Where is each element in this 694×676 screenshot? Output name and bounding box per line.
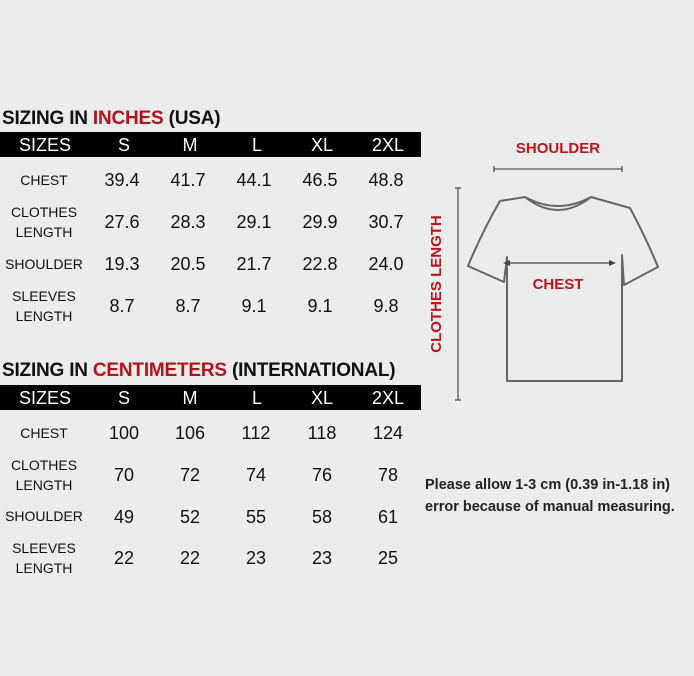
size-header-2xl: 2XL [371, 388, 405, 408]
measurement-note [425, 474, 675, 518]
inches-table-header [0, 132, 421, 157]
row-label-clothes-length [0, 455, 88, 495]
sizes-header-label: SIZES [18, 135, 72, 155]
cm-shoulder-s: 49 [113, 507, 135, 527]
cm-length-xl: 76 [311, 465, 333, 485]
size-header-s: S [117, 388, 131, 408]
size-header-xl: XL [310, 388, 334, 408]
row-label-line: CLOTHES [10, 457, 78, 473]
cm-sleeves-2xl: 25 [377, 548, 399, 568]
title-unit: INCHES [92, 108, 164, 129]
cm-length-m: 72 [179, 465, 201, 485]
inches-length-2xl: 30.7 [368, 212, 404, 232]
inches-chest-m: 41.7 [170, 170, 206, 190]
row-label-shoulder: SHOULDER [5, 508, 83, 524]
inches-chest-s: 39.4 [104, 170, 140, 190]
inches-shoulder-m: 20.5 [170, 254, 206, 274]
cm-chest-l: 112 [241, 423, 271, 443]
title-prefix: SIZING IN [2, 360, 93, 381]
title-suffix: (USA) [163, 108, 221, 129]
shoulder-label: SHOULDER [515, 140, 601, 157]
size-header-l: L [251, 388, 263, 408]
note-line-1: Please allow 1-3 cm (0.39 in-1.18 in) [425, 477, 670, 493]
size-header-s: S [117, 135, 131, 155]
inches-sleeves-m: 8.7 [175, 296, 201, 316]
inches-sleeves-l: 9.1 [241, 296, 267, 316]
size-header-m: M [182, 388, 198, 408]
note-line-2: error because of manual measuring. [425, 499, 675, 515]
title-suffix: (INTERNATIONAL) [226, 360, 396, 381]
cm-sleeves-s: 22 [113, 548, 135, 568]
inches-sleeves-2xl: 9.8 [373, 296, 399, 316]
row-label-line: LENGTH [15, 224, 73, 240]
row-label-sleeves-length [0, 538, 88, 578]
cm-length-2xl: 78 [377, 465, 399, 485]
inches-length-xl: 29.9 [302, 212, 338, 232]
inches-shoulder-xl: 22.8 [302, 254, 338, 274]
cm-shoulder-l: 55 [245, 507, 267, 527]
title-unit: CENTIMETERS [92, 360, 227, 381]
row-label-line: LENGTH [15, 477, 73, 493]
cm-sleeves-xl: 23 [311, 548, 333, 568]
centimeters-table-header [0, 385, 421, 410]
cm-chest-2xl: 124 [372, 423, 404, 443]
inches-chest-xl: 46.5 [302, 170, 338, 190]
size-header-m: M [182, 135, 198, 155]
inches-length-l: 29.1 [236, 212, 272, 232]
tshirt-collar [525, 197, 591, 210]
inches-shoulder-2xl: 24.0 [368, 254, 404, 274]
row-label-chest: CHEST [20, 172, 68, 188]
tshirt-measurement-diagram [425, 130, 694, 410]
inches-table-title [2, 108, 220, 130]
inches-shoulder-l: 21.7 [236, 254, 272, 274]
inches-shoulder-s: 19.3 [104, 254, 140, 274]
cm-sleeves-l: 23 [245, 548, 267, 568]
size-header-2xl: 2XL [371, 135, 405, 155]
inches-sleeves-xl: 9.1 [307, 296, 333, 316]
cm-chest-m: 106 [174, 423, 206, 443]
chest-arrow-right-icon [609, 260, 616, 266]
chest-label: CHEST [532, 276, 584, 293]
row-label-chest: CHEST [20, 425, 68, 441]
row-label-line: SLEEVES [12, 540, 76, 556]
inches-chest-l: 44.1 [236, 170, 272, 190]
title-prefix: SIZING IN [2, 108, 93, 129]
cm-length-l: 74 [245, 465, 267, 485]
cm-shoulder-m: 52 [179, 507, 201, 527]
row-label-line: CLOTHES [10, 204, 78, 220]
inches-length-m: 28.3 [170, 212, 206, 232]
cm-shoulder-xl: 58 [311, 507, 333, 527]
clothes-length-label: CLOTHES LENGTH [428, 215, 445, 353]
cm-shoulder-2xl: 61 [377, 507, 399, 527]
cm-chest-s: 100 [108, 423, 140, 443]
row-label-sleeves-length [0, 286, 88, 326]
row-label-line: LENGTH [15, 308, 73, 324]
centimeters-table-title [2, 360, 395, 382]
cm-sleeves-m: 22 [179, 548, 201, 568]
size-header-l: L [251, 135, 263, 155]
inches-sleeves-s: 8.7 [109, 296, 135, 316]
cm-length-s: 70 [113, 465, 135, 485]
row-label-line: SLEEVES [12, 288, 76, 304]
row-label-line: LENGTH [15, 560, 73, 576]
sizes-header-label: SIZES [18, 388, 72, 408]
row-label-shoulder: SHOULDER [5, 256, 83, 272]
inches-chest-2xl: 48.8 [368, 170, 404, 190]
cm-chest-xl: 118 [307, 423, 337, 443]
row-label-clothes-length [0, 202, 88, 242]
inches-length-s: 27.6 [104, 212, 140, 232]
size-header-xl: XL [310, 135, 334, 155]
